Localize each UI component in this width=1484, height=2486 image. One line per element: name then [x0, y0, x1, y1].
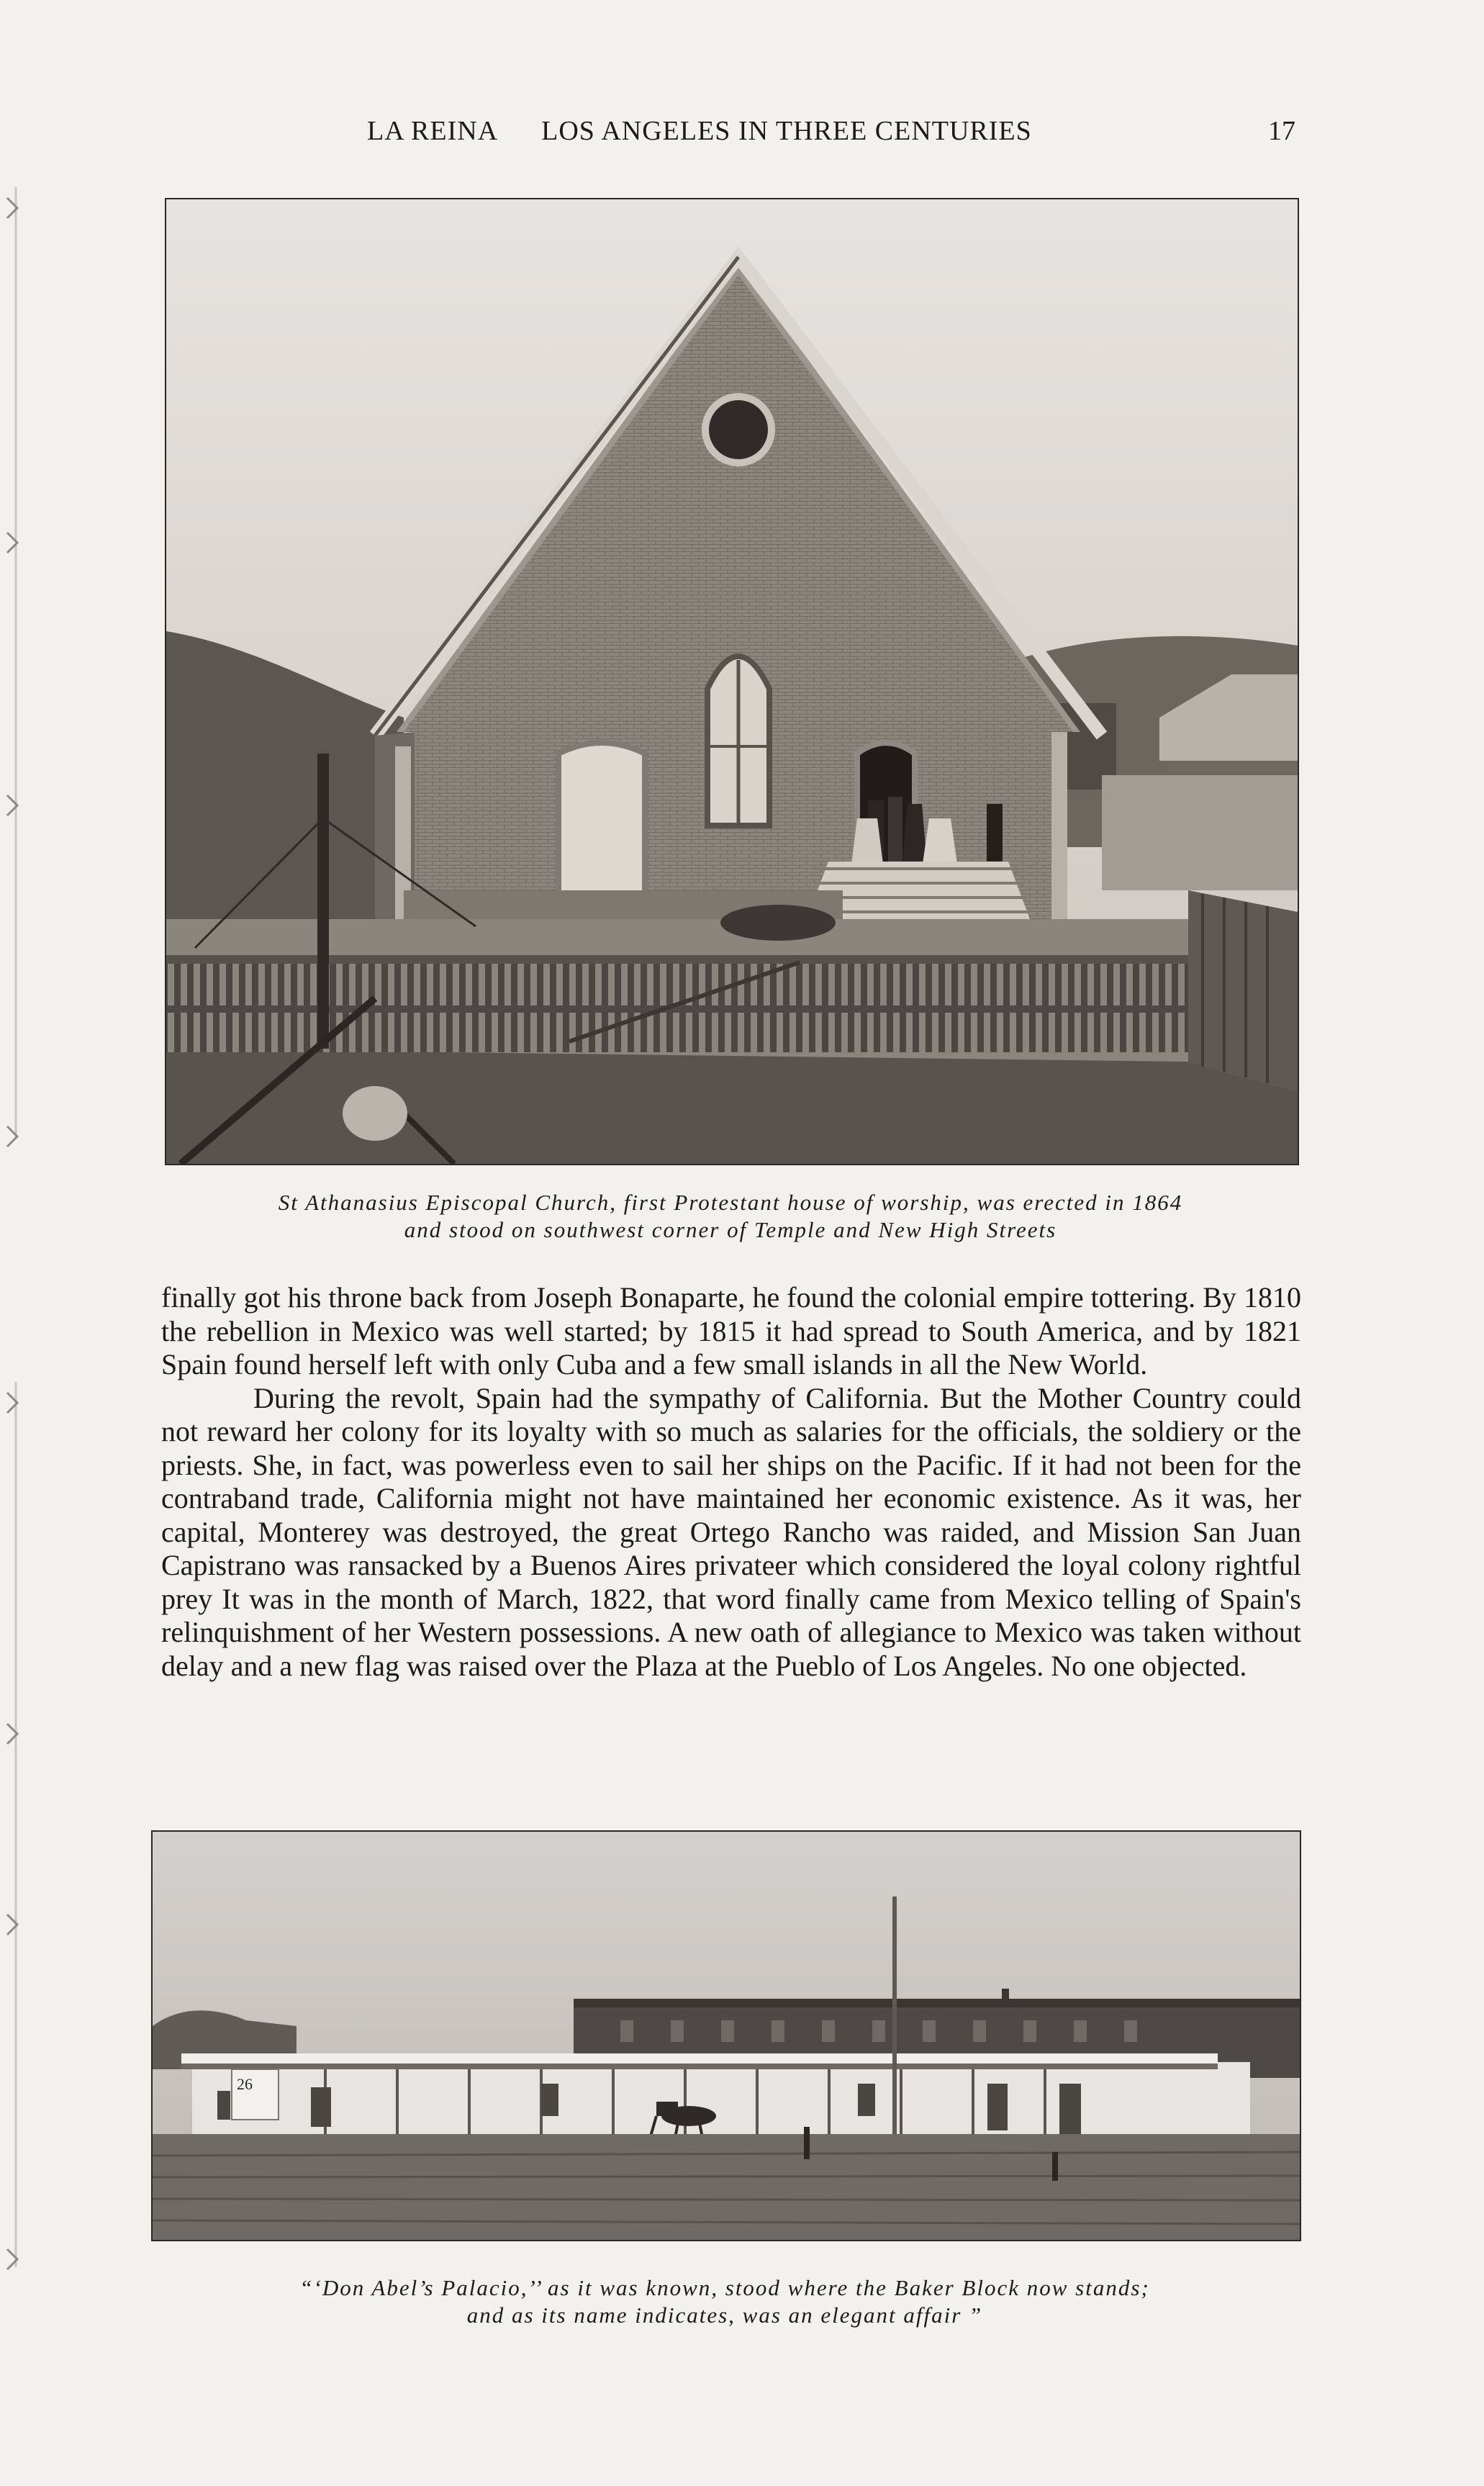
paragraph-1: finally got his throne back from Joseph Bonaparte, he found the colonial empire tottering. By 1810 the rebellion in Mexico was well started; by 1815 it had spread to South America, and by 1821 Spain found herself left with only Cuba and a few small islands in all the New World. [161, 1281, 1301, 1380]
palacio-caption [151, 2274, 1298, 2329]
running-header [367, 115, 1094, 147]
palacio-caption-line1: “‘Don Abel’s Palacio,’’ as it was known, stood where the Baker Block now stands; [299, 2275, 1150, 2300]
church-photograph [165, 198, 1299, 1165]
body-text [161, 1281, 1301, 1683]
header-left: LA REINA [367, 116, 499, 146]
binding-stitch [0, 0, 43, 2486]
paragraph-2: During the revolt, Spain had the sympathy of California. But the Mother Country could not reward her colony for its loyalty with so much as salaries for the officials, the soldiery or the priests. She, in fact, was powerless even to sail her ships on the Pacific. If it had not been for the contraband trade, California might not have maintained her economic existence. As it was, her capital, Monterey was destroyed, the great Ortego Rancho was raided, and Mission San Juan Capistrano was ransacked by a Buenos Aires privateer which considered the loyal colony rightful prey It was in the month of March, 1822, that word finally came from Mexico telling of Spain's relinquishment of her Western possessions. A new oath of allegiance to Mexico was taken without delay and a new flag was raised over the Plaza at the Pueblo of Los Angeles. No one objected. [161, 1381, 1301, 1682]
palacio-photograph [151, 1830, 1301, 2241]
palacio-sign-number: 26 [237, 2075, 253, 2093]
church-caption-line1: St Athanasius Episcopal Church, first Protestant house of worship, was erected in 1864 [278, 1190, 1183, 1215]
church-caption-line2: and stood on southwest corner of Temple and New High Streets [404, 1217, 1057, 1242]
page-number: 17 [1268, 116, 1295, 146]
header-title: LOS ANGELES IN THREE CENTURIES [541, 116, 1032, 146]
palacio-caption-line2: and as its name indicates, was an elegant affair ” [466, 2302, 983, 2328]
church-caption [165, 1189, 1296, 1244]
